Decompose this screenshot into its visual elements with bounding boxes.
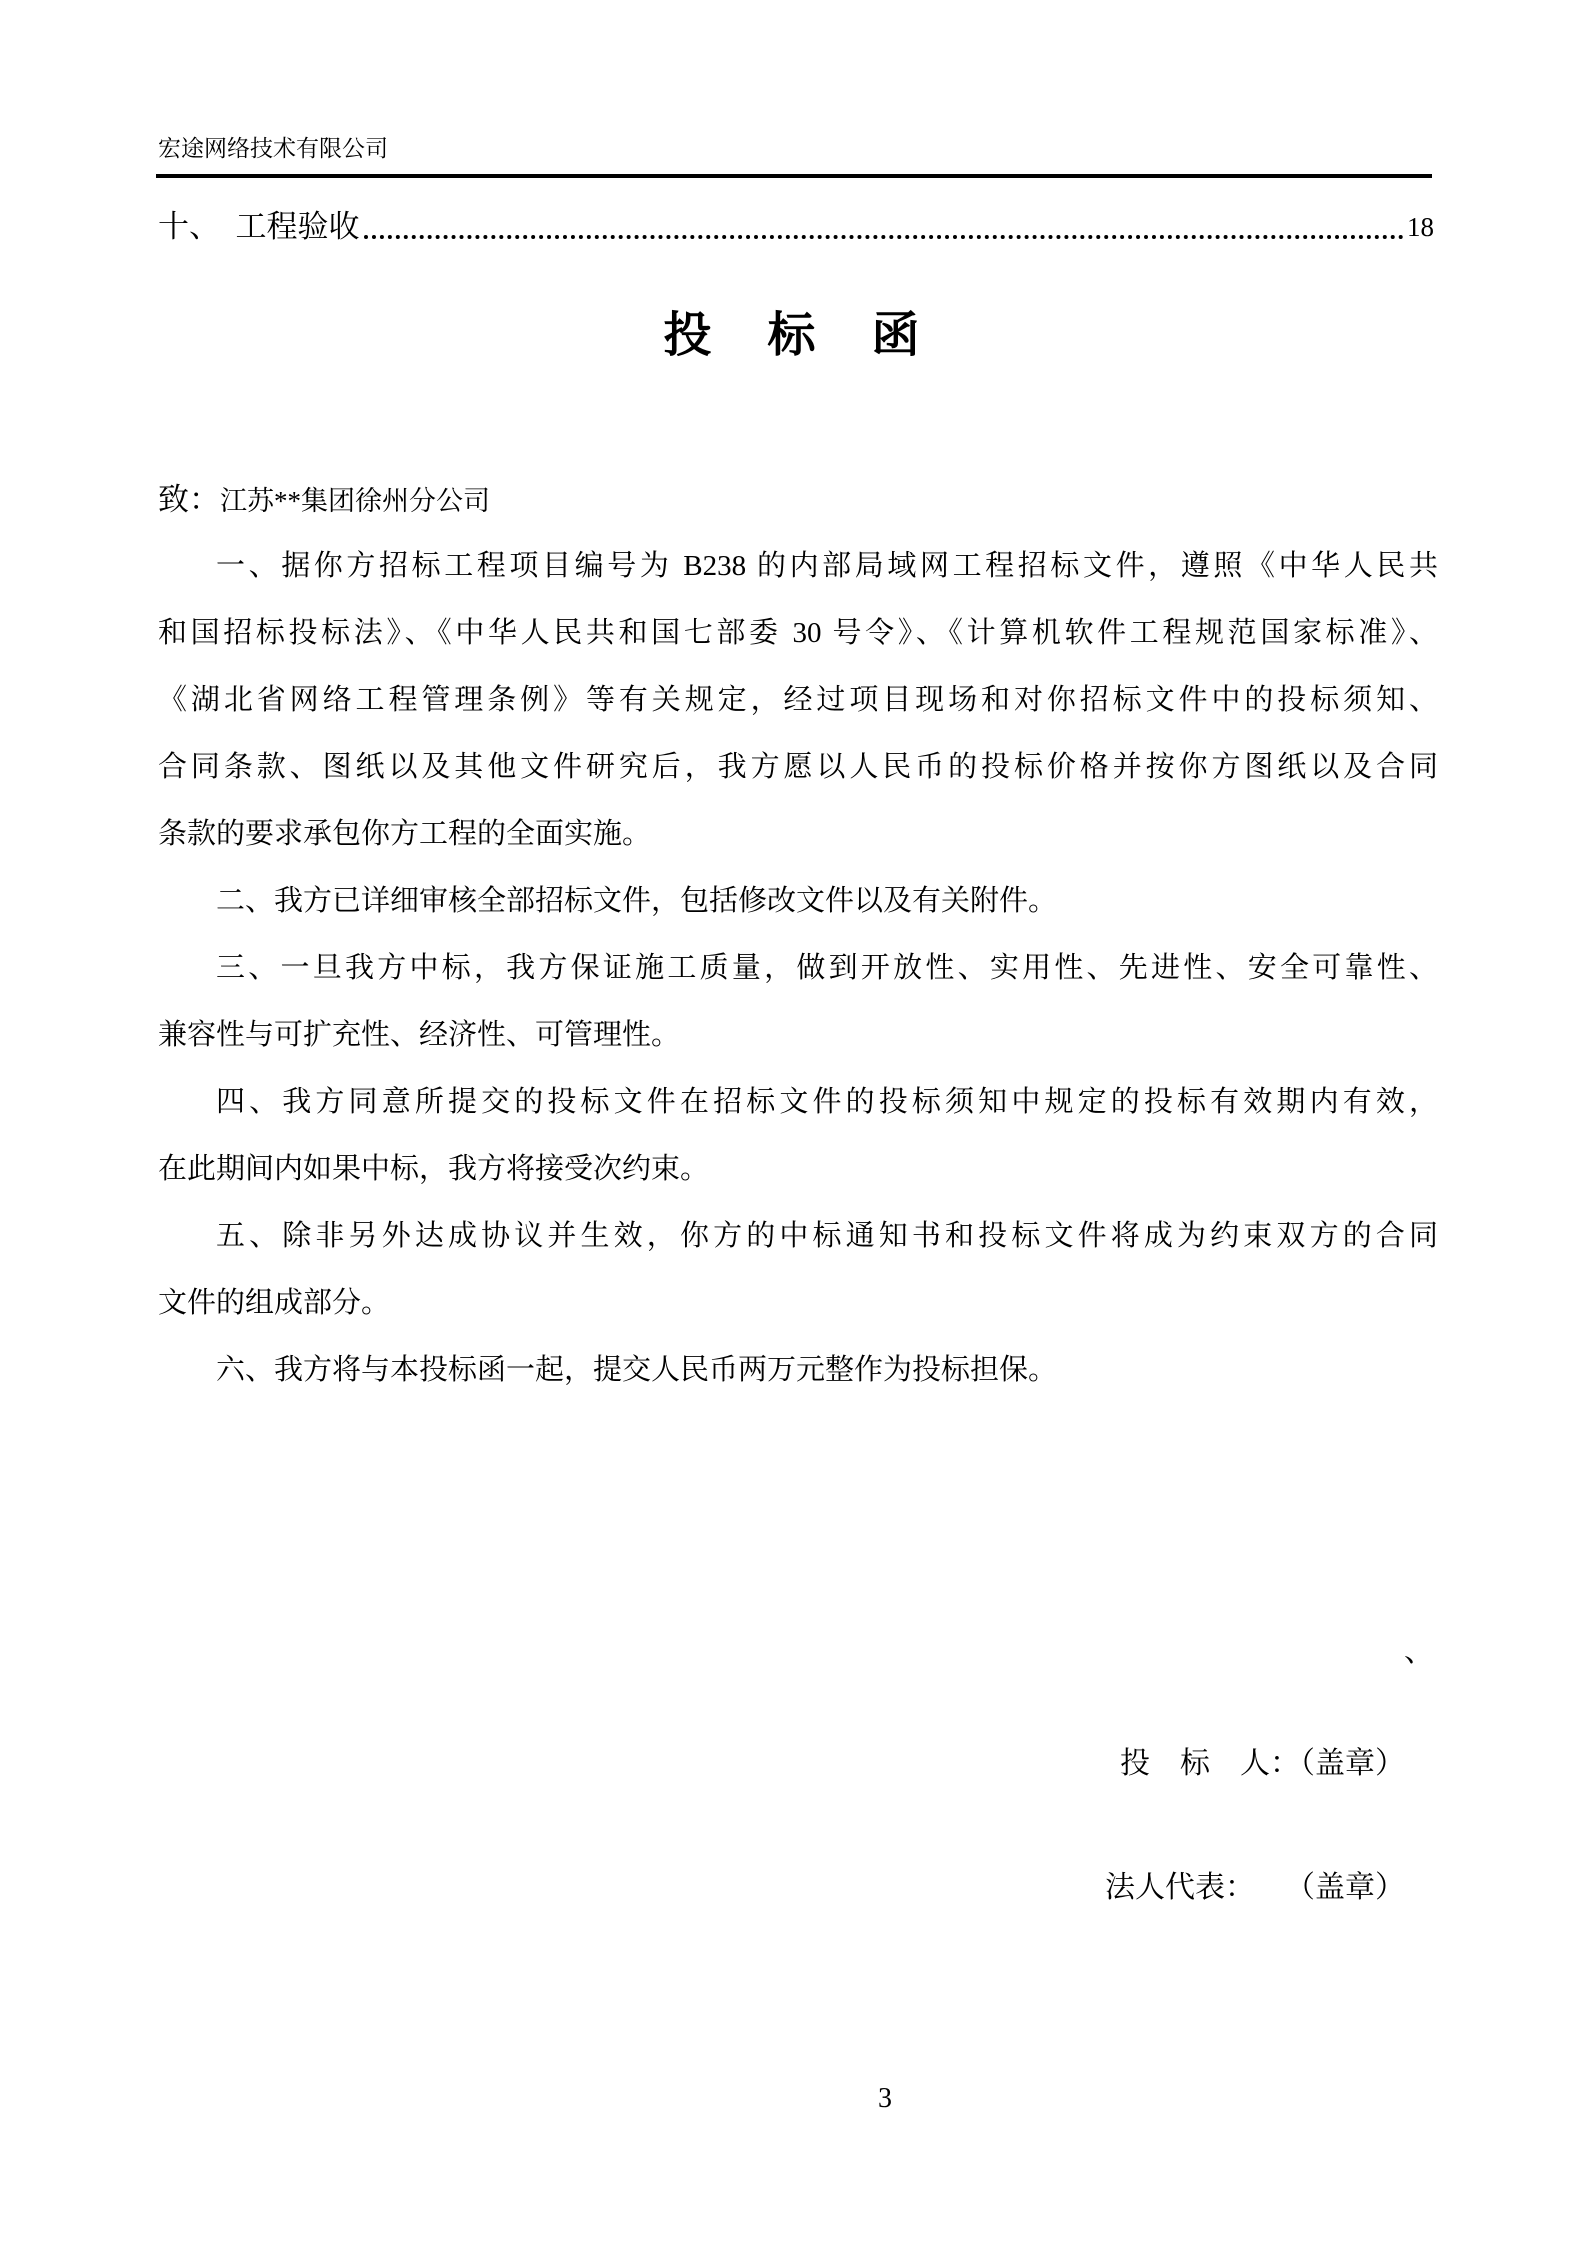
legal-representative-seal-line: 法人代表： （盖章）: [1105, 1871, 1405, 1904]
body-paragraph: [158, 1203, 1438, 1337]
toc-entry: [158, 202, 1434, 252]
paragraph-line: 文件的组成部分。: [158, 1287, 391, 1319]
salutation-recipient: 江苏**集团徐州分公司: [220, 486, 490, 516]
paragraph-line: 条款的要求承包你方工程的全面实施。: [158, 818, 652, 850]
header-company-name: 宏途网络技术有限公司: [158, 136, 388, 161]
paragraph-line: 合同条款、图纸以及其他文件研究后，我方愿以人民币的投标价格并按你方图纸以及合同: [158, 751, 1438, 783]
salutation-prefix: 致：: [158, 482, 220, 517]
body-paragraph: [158, 533, 1438, 868]
paragraph-line: 二、我方已详细审核全部招标文件，包括修改文件以及有关附件。: [216, 885, 1058, 917]
paragraph-line: 一、据你方招标工程项目编号为 B238 的内部局域网工程招标文件，遵照《中华人民共: [216, 550, 1438, 582]
body-paragraph: [158, 1069, 1438, 1203]
paragraph-line: 四、我方同意所提交的投标文件在招标文件的投标须知中规定的投标有效期内有效，: [216, 1086, 1438, 1118]
document-title: 投 标 函: [663, 309, 924, 362]
bidder-seal-line: 投 标 人：（盖章）: [1120, 1747, 1405, 1780]
document-body: [158, 466, 1438, 1404]
toc-dot-leader: [364, 235, 1405, 239]
paragraph-line: 三、一旦我方中标，我方保证施工质量，做到开放性、实用性、先进性、安全可靠性、: [216, 952, 1438, 984]
salutation-line: [158, 466, 1438, 533]
paragraph-line: 在此期间内如果中标，我方将接受次约束。: [158, 1153, 710, 1185]
body-paragraph: [158, 1337, 1438, 1404]
body-paragraph: [158, 935, 1438, 1069]
paragraph-line: 五、除非另外达成协议并生效，你方的中标通知书和投标文件将成为约束双方的合同: [216, 1220, 1438, 1252]
paragraph-line: 《湖北省网络工程管理条例》等有关规定，经过项目现场和对你招标文件中的投标须知、: [158, 684, 1438, 716]
paragraph-line: 六、我方将与本投标函一起，提交人民币两万元整作为投标担保。: [216, 1354, 1058, 1386]
toc-page-number: 18: [1407, 212, 1434, 242]
toc-entry-label: 十、 工程验收: [158, 209, 360, 244]
page-number: 3: [878, 2083, 892, 2114]
header-divider-rule: [156, 174, 1432, 178]
paragraph-line: 兼容性与可扩充性、经济性、可管理性。: [158, 1019, 681, 1051]
body-paragraph: [158, 868, 1438, 935]
paragraph-line: 和国招标投标法》、《中华人民共和国七部委 30 号令》、《计算机软件工程规范国家标准》、: [158, 617, 1438, 649]
stray-comma-mark: 、: [1404, 1635, 1434, 1668]
